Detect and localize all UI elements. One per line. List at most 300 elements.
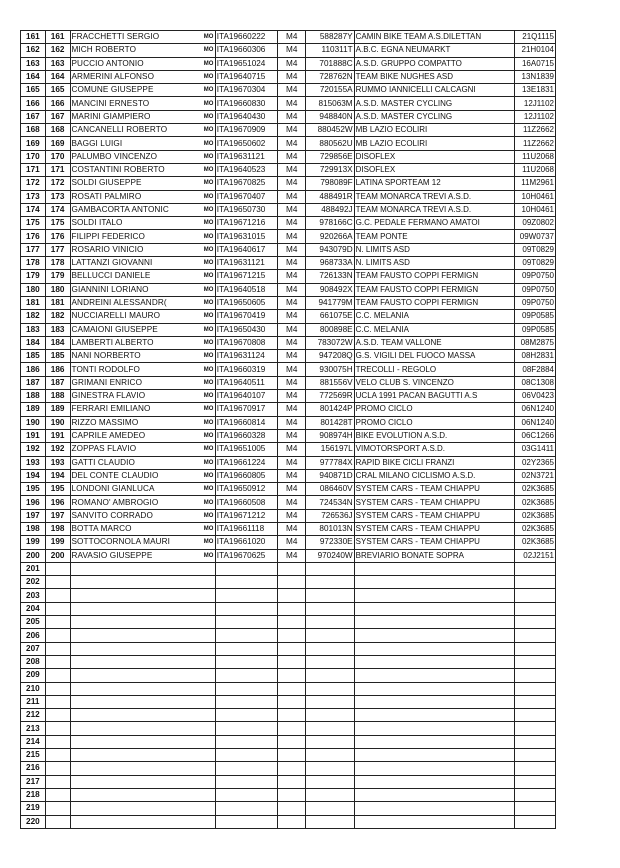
province-code: MO xyxy=(202,429,215,442)
empty-cell xyxy=(354,802,514,815)
empty-cell xyxy=(215,695,277,708)
empty-cell xyxy=(45,815,70,828)
table-row xyxy=(21,403,556,416)
empty-cell xyxy=(354,589,514,602)
empty-cell xyxy=(202,655,215,668)
province-code: MO xyxy=(202,403,215,416)
table-row xyxy=(21,217,556,230)
uci-code: ITA19660814 xyxy=(215,416,277,429)
row-number: 174 xyxy=(21,203,46,216)
empty-cell xyxy=(306,562,354,575)
empty-cell xyxy=(70,815,202,828)
province-code: MO xyxy=(202,469,215,482)
empty-cell xyxy=(278,589,306,602)
empty-cell xyxy=(515,562,556,575)
uci-code: ITA19650912 xyxy=(215,483,277,496)
bib-number: 194 xyxy=(45,469,70,482)
license-number: 880562U xyxy=(306,137,354,150)
empty-cell xyxy=(354,576,514,589)
team-name: PROMO CICLO xyxy=(354,403,514,416)
empty-cell xyxy=(306,815,354,828)
province-code: MO xyxy=(202,203,215,216)
uci-code: ITA19670909 xyxy=(215,124,277,137)
team-name: TRECOLLI - REGOLO xyxy=(354,363,514,376)
team-code: 09W0737 xyxy=(515,230,556,243)
empty-cell xyxy=(515,616,556,629)
team-code: 11U2068 xyxy=(515,150,556,163)
empty-cell xyxy=(354,762,514,775)
bib-number: 172 xyxy=(45,177,70,190)
team-code: 21H0104 xyxy=(515,44,556,57)
rider-name: CAMAIONI GIUSEPPE xyxy=(70,323,202,336)
uci-code: ITA19650602 xyxy=(215,137,277,150)
empty-cell xyxy=(278,722,306,735)
license-number: 488491R xyxy=(306,190,354,203)
empty-cell xyxy=(306,735,354,748)
row-number: 200 xyxy=(21,549,46,562)
uci-code: ITA19640430 xyxy=(215,110,277,123)
rider-name: LONDONI GIANLUCA xyxy=(70,483,202,496)
empty-cell xyxy=(278,709,306,722)
province-code: MO xyxy=(202,243,215,256)
empty-cell xyxy=(306,616,354,629)
team-code: 02K3685 xyxy=(515,509,556,522)
empty-cell xyxy=(215,762,277,775)
rider-name: SANVITO CORRADO xyxy=(70,509,202,522)
empty-cell xyxy=(354,722,514,735)
uci-code: ITA19650605 xyxy=(215,296,277,309)
uci-code: ITA19640523 xyxy=(215,163,277,176)
team-code: 08H2831 xyxy=(515,350,556,363)
empty-cell xyxy=(515,802,556,815)
empty-cell xyxy=(70,709,202,722)
province-code: MO xyxy=(202,110,215,123)
empty-table-row xyxy=(21,629,556,642)
team-name: SYSTEM CARS - TEAM CHIAPPU xyxy=(354,496,514,509)
empty-cell xyxy=(306,669,354,682)
province-code: MO xyxy=(202,44,215,57)
row-number: 184 xyxy=(21,336,46,349)
empty-table-row xyxy=(21,802,556,815)
empty-cell xyxy=(278,562,306,575)
province-code: MO xyxy=(202,336,215,349)
rider-name: ROSATI PALMIRO xyxy=(70,190,202,203)
bib-number: 187 xyxy=(45,376,70,389)
empty-cell xyxy=(306,722,354,735)
empty-cell xyxy=(278,669,306,682)
bib-number: 176 xyxy=(45,230,70,243)
empty-cell xyxy=(45,589,70,602)
table-row xyxy=(21,243,556,256)
category: M4 xyxy=(278,483,306,496)
rider-name: BOTTA MARCO xyxy=(70,522,202,535)
category: M4 xyxy=(278,230,306,243)
license-number: 940871D xyxy=(306,469,354,482)
empty-table-row xyxy=(21,749,556,762)
category: M4 xyxy=(278,177,306,190)
empty-cell xyxy=(215,749,277,762)
province-code: MO xyxy=(202,190,215,203)
empty-cell xyxy=(70,788,202,801)
rider-name: GINESTRA FLAVIO xyxy=(70,390,202,403)
empty-cell xyxy=(306,749,354,762)
empty-cell xyxy=(306,629,354,642)
row-number: 198 xyxy=(21,522,46,535)
empty-cell xyxy=(515,695,556,708)
row-number: 163 xyxy=(21,57,46,70)
empty-cell xyxy=(70,576,202,589)
team-code: 10H0461 xyxy=(515,203,556,216)
table-row xyxy=(21,190,556,203)
row-number: 167 xyxy=(21,110,46,123)
row-number: 176 xyxy=(21,230,46,243)
bib-number: 174 xyxy=(45,203,70,216)
row-number: 197 xyxy=(21,509,46,522)
license-number: 948840N xyxy=(306,110,354,123)
uci-code: ITA19631121 xyxy=(215,257,277,270)
uci-code: ITA19640511 xyxy=(215,376,277,389)
category: M4 xyxy=(278,536,306,549)
license-number: 729856E xyxy=(306,150,354,163)
empty-cell xyxy=(45,762,70,775)
empty-cell xyxy=(515,576,556,589)
team-code: 02J2151 xyxy=(515,549,556,562)
category: M4 xyxy=(278,137,306,150)
empty-cell xyxy=(70,616,202,629)
team-name: MB LAZIO ECOLIRI xyxy=(354,124,514,137)
team-name: TEAM PONTE xyxy=(354,230,514,243)
team-code: 11M2961 xyxy=(515,177,556,190)
province-code: MO xyxy=(202,522,215,535)
empty-cell xyxy=(215,722,277,735)
table-row xyxy=(21,483,556,496)
license-number: 815063M xyxy=(306,97,354,110)
province-code: MO xyxy=(202,70,215,83)
empty-cell xyxy=(515,749,556,762)
table-row xyxy=(21,416,556,429)
bib-number: 184 xyxy=(45,336,70,349)
empty-cell xyxy=(70,802,202,815)
empty-cell xyxy=(215,655,277,668)
table-row xyxy=(21,177,556,190)
empty-cell xyxy=(306,802,354,815)
province-code: MO xyxy=(202,549,215,562)
uci-code: ITA19670808 xyxy=(215,336,277,349)
empty-cell xyxy=(515,629,556,642)
row-number: 196 xyxy=(21,496,46,509)
rider-name: FERRARI EMILIANO xyxy=(70,403,202,416)
team-code: 08C1308 xyxy=(515,376,556,389)
team-code: 11U2068 xyxy=(515,163,556,176)
province-code: MO xyxy=(202,296,215,309)
row-number: 191 xyxy=(21,429,46,442)
province-code: MO xyxy=(202,217,215,230)
empty-table-row xyxy=(21,815,556,828)
empty-cell xyxy=(70,655,202,668)
empty-cell xyxy=(354,735,514,748)
table-row xyxy=(21,509,556,522)
row-number: 186 xyxy=(21,363,46,376)
empty-cell xyxy=(215,802,277,815)
rider-name: SOTTOCORNOLA MAURI xyxy=(70,536,202,549)
bib-number: 169 xyxy=(45,137,70,150)
bib-number: 196 xyxy=(45,496,70,509)
empty-cell xyxy=(45,682,70,695)
bib-number: 178 xyxy=(45,257,70,270)
empty-cell xyxy=(215,642,277,655)
rider-name: LATTANZI GIOVANNI xyxy=(70,257,202,270)
table-row xyxy=(21,536,556,549)
rider-name: ANDREINI ALESSANDR( xyxy=(70,296,202,309)
row-number: 213 xyxy=(21,722,46,735)
license-number: 908492X xyxy=(306,283,354,296)
table-row xyxy=(21,283,556,296)
license-number: 086460V xyxy=(306,483,354,496)
empty-table-row xyxy=(21,655,556,668)
empty-cell xyxy=(202,762,215,775)
team-name: VIMOTORSPORT A.S.D. xyxy=(354,443,514,456)
license-number: 156197L xyxy=(306,443,354,456)
category: M4 xyxy=(278,469,306,482)
row-number: 218 xyxy=(21,788,46,801)
row-number: 209 xyxy=(21,669,46,682)
empty-cell xyxy=(70,682,202,695)
province-code: MO xyxy=(202,310,215,323)
province-code: MO xyxy=(202,257,215,270)
table-row xyxy=(21,363,556,376)
province-code: MO xyxy=(202,456,215,469)
empty-cell xyxy=(354,788,514,801)
license-number: 908974H xyxy=(306,429,354,442)
empty-cell xyxy=(306,695,354,708)
rider-name: BELLUCCI DANIELE xyxy=(70,270,202,283)
empty-cell xyxy=(278,629,306,642)
team-name: C.C. MELANIA xyxy=(354,323,514,336)
row-number: 177 xyxy=(21,243,46,256)
rider-name: ROSARIO VINICIO xyxy=(70,243,202,256)
license-number: 726536J xyxy=(306,509,354,522)
row-number: 183 xyxy=(21,323,46,336)
uci-code: ITA19651005 xyxy=(215,443,277,456)
empty-cell xyxy=(515,788,556,801)
bib-number: 183 xyxy=(45,323,70,336)
bib-number: 180 xyxy=(45,283,70,296)
empty-cell xyxy=(202,709,215,722)
province-code: MO xyxy=(202,163,215,176)
empty-cell xyxy=(306,589,354,602)
uci-code: ITA19631124 xyxy=(215,350,277,363)
team-code: 11Z2662 xyxy=(515,137,556,150)
table-row xyxy=(21,310,556,323)
empty-cell xyxy=(45,775,70,788)
empty-cell xyxy=(278,788,306,801)
empty-cell xyxy=(354,642,514,655)
row-number: 215 xyxy=(21,749,46,762)
empty-cell xyxy=(215,788,277,801)
category: M4 xyxy=(278,70,306,83)
uci-code: ITA19661020 xyxy=(215,536,277,549)
category: M4 xyxy=(278,509,306,522)
empty-cell xyxy=(215,576,277,589)
row-number: 187 xyxy=(21,376,46,389)
empty-cell xyxy=(202,735,215,748)
team-name: DISOFLEX xyxy=(354,150,514,163)
empty-cell xyxy=(278,695,306,708)
rider-name: DEL CONTE CLAUDIO xyxy=(70,469,202,482)
empty-cell xyxy=(306,642,354,655)
empty-cell xyxy=(202,629,215,642)
table-row xyxy=(21,31,556,44)
empty-cell xyxy=(278,749,306,762)
row-number: 180 xyxy=(21,283,46,296)
empty-cell xyxy=(202,815,215,828)
empty-cell xyxy=(70,695,202,708)
row-number: 185 xyxy=(21,350,46,363)
empty-cell xyxy=(515,669,556,682)
province-code: MO xyxy=(202,536,215,549)
team-name: DISOFLEX xyxy=(354,163,514,176)
team-name: BIKE EVOLUTION A.S.D. xyxy=(354,429,514,442)
table-row xyxy=(21,57,556,70)
category: M4 xyxy=(278,496,306,509)
category: M4 xyxy=(278,243,306,256)
team-code: 09Z0802 xyxy=(515,217,556,230)
province-code: MO xyxy=(202,483,215,496)
empty-cell xyxy=(215,562,277,575)
row-number: 212 xyxy=(21,709,46,722)
empty-cell xyxy=(45,629,70,642)
license-number: 798089F xyxy=(306,177,354,190)
license-number: 977784X xyxy=(306,456,354,469)
license-number: 661075E xyxy=(306,310,354,323)
table-row xyxy=(21,429,556,442)
province-code: MO xyxy=(202,443,215,456)
empty-cell xyxy=(45,749,70,762)
empty-table-row xyxy=(21,735,556,748)
rider-name: SOLDI GIUSEPPE xyxy=(70,177,202,190)
province-code: MO xyxy=(202,31,215,44)
uci-code: ITA19660830 xyxy=(215,97,277,110)
bib-number: 170 xyxy=(45,150,70,163)
uci-code: ITA19631015 xyxy=(215,230,277,243)
empty-cell xyxy=(306,762,354,775)
empty-cell xyxy=(278,616,306,629)
empty-cell xyxy=(515,682,556,695)
license-number: 970240W xyxy=(306,549,354,562)
empty-cell xyxy=(202,642,215,655)
team-name: RUMMO IANNICELLI CALCAGNI xyxy=(354,84,514,97)
table-row xyxy=(21,296,556,309)
license-number: 720155A xyxy=(306,84,354,97)
province-code: MO xyxy=(202,270,215,283)
bib-number: 168 xyxy=(45,124,70,137)
team-code: 06C1266 xyxy=(515,429,556,442)
empty-cell xyxy=(70,562,202,575)
team-code: 16A0715 xyxy=(515,57,556,70)
uci-code: ITA19670407 xyxy=(215,190,277,203)
team-code: 02K3685 xyxy=(515,536,556,549)
category: M4 xyxy=(278,522,306,535)
category: M4 xyxy=(278,190,306,203)
row-number: 199 xyxy=(21,536,46,549)
rider-name: NANI NORBERTO xyxy=(70,350,202,363)
team-code: 03G1411 xyxy=(515,443,556,456)
uci-code: ITA19671212 xyxy=(215,509,277,522)
uci-code: ITA19661118 xyxy=(215,522,277,535)
team-name: A.S.D. GRUPPO COMPATTO xyxy=(354,57,514,70)
bib-number: 200 xyxy=(45,549,70,562)
uci-code: ITA19660328 xyxy=(215,429,277,442)
rider-name: LAMBERTI ALBERTO xyxy=(70,336,202,349)
empty-cell xyxy=(202,788,215,801)
rider-name: MICH ROBERTO xyxy=(70,44,202,57)
empty-cell xyxy=(202,722,215,735)
category: M4 xyxy=(278,549,306,562)
table-row xyxy=(21,522,556,535)
empty-cell xyxy=(215,616,277,629)
empty-cell xyxy=(202,589,215,602)
rider-name: GRIMANI ENRICO xyxy=(70,376,202,389)
row-number: 171 xyxy=(21,163,46,176)
empty-table-row xyxy=(21,695,556,708)
uci-code: ITA19640715 xyxy=(215,70,277,83)
bib-number: 179 xyxy=(45,270,70,283)
table-row xyxy=(21,390,556,403)
category: M4 xyxy=(278,336,306,349)
license-number: 488492J xyxy=(306,203,354,216)
table-row xyxy=(21,350,556,363)
province-code: MO xyxy=(202,363,215,376)
table-row xyxy=(21,203,556,216)
bib-number: 166 xyxy=(45,97,70,110)
category: M4 xyxy=(278,150,306,163)
team-code: 06N1240 xyxy=(515,416,556,429)
row-number: 208 xyxy=(21,655,46,668)
uci-code: ITA19661224 xyxy=(215,456,277,469)
team-name: SYSTEM CARS - TEAM CHIAPPU xyxy=(354,509,514,522)
team-code: 09P0585 xyxy=(515,310,556,323)
uci-code: ITA19650430 xyxy=(215,323,277,336)
row-number: 192 xyxy=(21,443,46,456)
table-row xyxy=(21,443,556,456)
table-body xyxy=(21,31,556,829)
team-code: 06V0423 xyxy=(515,390,556,403)
license-number: 724534N xyxy=(306,496,354,509)
rider-name: ARMERINI ALFONSO xyxy=(70,70,202,83)
license-number: 978166C xyxy=(306,217,354,230)
team-name: SYSTEM CARS - TEAM CHIAPPU xyxy=(354,483,514,496)
province-code: MO xyxy=(202,350,215,363)
bib-number: 163 xyxy=(45,57,70,70)
province-code: MO xyxy=(202,376,215,389)
empty-cell xyxy=(306,788,354,801)
uci-code: ITA19671216 xyxy=(215,217,277,230)
row-number: 217 xyxy=(21,775,46,788)
category: M4 xyxy=(278,456,306,469)
empty-cell xyxy=(70,642,202,655)
row-number: 214 xyxy=(21,735,46,748)
table-row xyxy=(21,150,556,163)
row-number: 207 xyxy=(21,642,46,655)
empty-table-row xyxy=(21,602,556,615)
empty-cell xyxy=(202,775,215,788)
empty-cell xyxy=(278,802,306,815)
empty-table-row xyxy=(21,589,556,602)
row-number: 161 xyxy=(21,31,46,44)
row-number: 205 xyxy=(21,616,46,629)
bib-number: 190 xyxy=(45,416,70,429)
province-code: MO xyxy=(202,57,215,70)
